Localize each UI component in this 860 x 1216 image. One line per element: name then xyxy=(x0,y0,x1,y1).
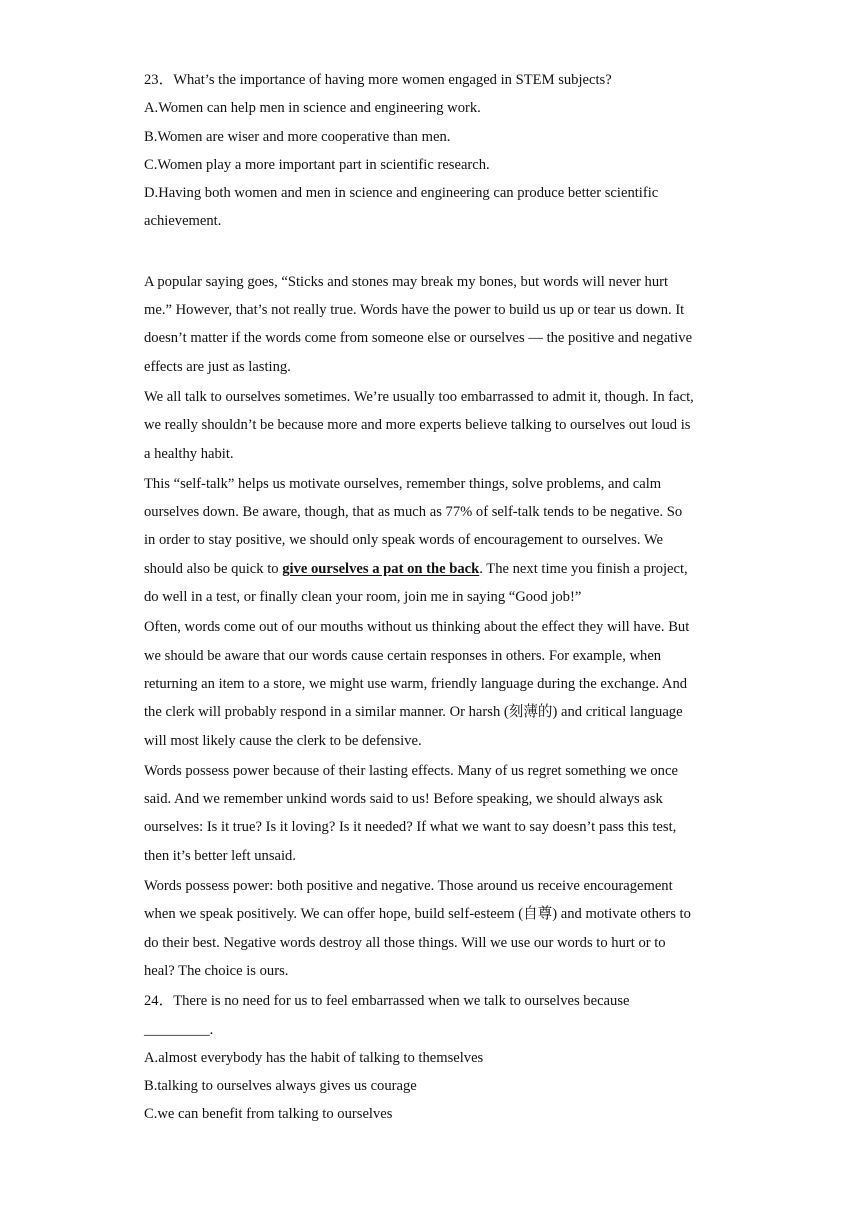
passage-line: do their best. Negative words destroy all those things. Will we use our words to hurt or to xyxy=(144,934,666,951)
passage-line: a healthy habit. xyxy=(144,445,234,462)
passage-line: effects are just as lasting. xyxy=(144,358,291,375)
question-24-stem: 24．There is no need for us to feel embarrassed when we talk to ourselves because xyxy=(144,993,630,1010)
passage-line: Often, words come out of our mouths without us thinking about the effect they will have. But xyxy=(144,619,690,636)
passage-paragraph-4 xyxy=(144,613,724,754)
passage-line: A popular saying goes, “Sticks and stones may break my bones, but words will never hurt xyxy=(144,273,669,290)
passage-line: This “self-talk” helps us motivate ourselves, remember things, solve problems, and calm xyxy=(144,475,662,492)
passage-line: when we speak positively. We can offer hope, build self-esteem (自尊) and motivate others to xyxy=(144,906,691,923)
passage-line: we really shouldn’t be because more and more experts believe talking to ourselves out loud is xyxy=(144,417,691,434)
question-23-stem: 23．What’s the importance of having more women engaged in STEM subjects? xyxy=(144,72,612,88)
question-23-option-b: B.Women are wiser and more cooperative than men. xyxy=(144,128,451,145)
passage-line-with-underline xyxy=(144,555,724,583)
passage-line: then it’s better left unsaid. xyxy=(144,847,296,864)
question-23-option-d: D.Having both women and men in science and engineering can produce better scientific xyxy=(144,185,659,202)
passage-paragraph-2 xyxy=(144,383,724,468)
passage-paragraph-1 xyxy=(144,268,724,381)
passage-line: ourselves: Is it true? Is it loving? Is it needed? If what we want to say doesn’t pass this test, xyxy=(144,819,677,836)
passage-line: ourselves down. Be aware, though, that as much as 77% of self-talk tends to be negative. So xyxy=(144,504,683,521)
passage-paragraph-3 xyxy=(144,470,724,611)
passage-line: returning an item to a store, we might use warm, friendly language during the exchange. And xyxy=(144,675,688,692)
passage-line: Words possess power because of their lasting effects. Many of us regret something we once xyxy=(144,762,678,779)
passage-line: heal? The choice is ours. xyxy=(144,962,289,979)
underlined-phrase: give ourselves a pat on the back xyxy=(282,560,480,577)
passage-line: we should be aware that our words cause certain responses in others. For example, when xyxy=(144,647,662,664)
reading-passage xyxy=(144,268,724,985)
answer-blank: _________. xyxy=(144,1021,214,1038)
question-23 xyxy=(144,66,724,236)
passage-line: Words possess power: both positive and negative. Those around us receive encouragement xyxy=(144,878,673,895)
passage-line: will most likely cause the clerk to be defensive. xyxy=(144,732,422,749)
question-23-option-a: A.Women can help men in science and engineering work. xyxy=(144,100,481,117)
passage-text: should also be quick to xyxy=(144,560,283,577)
passage-line: doesn’t matter if the words come from someone else or ourselves — the positive and negative xyxy=(144,330,693,347)
section-spacer xyxy=(144,236,724,268)
passage-line: We all talk to ourselves sometimes. We’re usually too embarrassed to admit it, though. In fact, xyxy=(144,388,694,405)
passage-line: in order to stay positive, we should only speak words of encouragement to ourselves. We xyxy=(144,532,663,549)
question-24 xyxy=(144,987,724,1128)
passage-paragraph-6 xyxy=(144,872,724,985)
passage-text: . The next time you finish a project, xyxy=(479,560,688,577)
passage-line: the clerk will probably respond in a similar manner. Or harsh (刻薄的) and critical language xyxy=(144,704,683,721)
passage-line: me.” However, that’s not really true. Words have the power to build us up or tear us down. It xyxy=(144,302,685,319)
question-23-option-d-continued: achievement. xyxy=(144,213,222,230)
document-page xyxy=(144,66,724,1129)
passage-paragraph-5 xyxy=(144,757,724,870)
question-24-option-c: C.we can benefit from talking to ourselves xyxy=(144,1106,393,1123)
question-24-option-a: A.almost everybody has the habit of talking to themselves xyxy=(144,1049,484,1066)
passage-line: said. And we remember unkind words said to us! Before speaking, we should always ask xyxy=(144,791,663,808)
question-23-option-c: C.Women play a more important part in scientific research. xyxy=(144,156,490,173)
question-24-option-b: B.talking to ourselves always gives us courage xyxy=(144,1078,417,1095)
passage-line: do well in a test, or finally clean your room, join me in saying “Good job!” xyxy=(144,589,582,606)
